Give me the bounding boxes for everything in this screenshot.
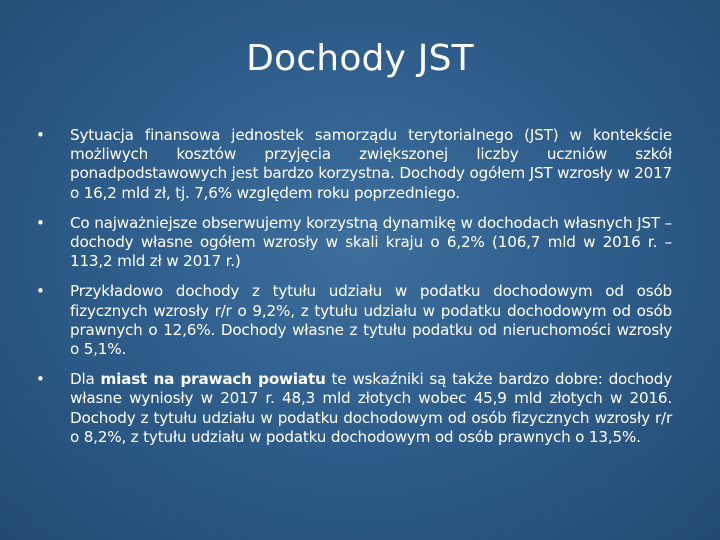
bullet-list [36, 126, 672, 458]
bullet-item-1 [36, 126, 672, 203]
bullet-text-end: te wskaźniki są także bardzo dobre: dochody własne wyniosły w 2017 r. 48,3 mld złotych wobec 45,9 mld złotych w 2016. Dochody z tytułu udziału w podatku dochodowym od osób fizycznych wzrosły r/r o 8,2%, z tytułu udziału w podatku dochodowym od osób prawnych o 13,5%. [70, 370, 673, 446]
slide-title: Dochody JST [246, 38, 474, 79]
bullet-item-3 [36, 282, 672, 359]
bullet-icon: • [36, 370, 45, 389]
bullet-text-bold: miast na prawach powiatu [100, 370, 326, 389]
bullet-text: Co najważniejsze obserwujemy korzystną dynamikę w dochodach własnych JST – dochody własne ogółem wzrosły w skali kraju o 6,2% (106,7 mld w 2016 r. – 113,2 mld zł w 2017 r.) [70, 213, 672, 271]
bullet-item-2 [36, 214, 672, 272]
bullet-icon: • [36, 213, 45, 232]
bullet-text-start: Dla [70, 370, 101, 389]
bullet-text: Sytuacja finansowa jednostek samorządu terytorialnego (JST) w kontekście możliwych kosztów przyjęcia zwiększonej liczby uczniów szkół ponadpodstawowych jest bardzo korzystna. Dochody ogółem JST wzrosły w 2017 o 16,2 mld zł, tj. 7,6% względem roku poprzedniego. [70, 126, 672, 202]
bullet-text: Przykładowo dochody z tytułu udziału w podatku dochodowym od osób fizycznych wzrosły r/r o 9,2%, z tytułu udziału w podatku dochodowym od osób prawnych o 12,6%. Dochody własne z tytułu podatku od nieruchomości wzrosły o 5,1%. [70, 282, 672, 359]
bullet-icon: • [36, 282, 45, 301]
bullet-icon: • [36, 126, 45, 144]
bullet-item-4 [36, 370, 672, 447]
